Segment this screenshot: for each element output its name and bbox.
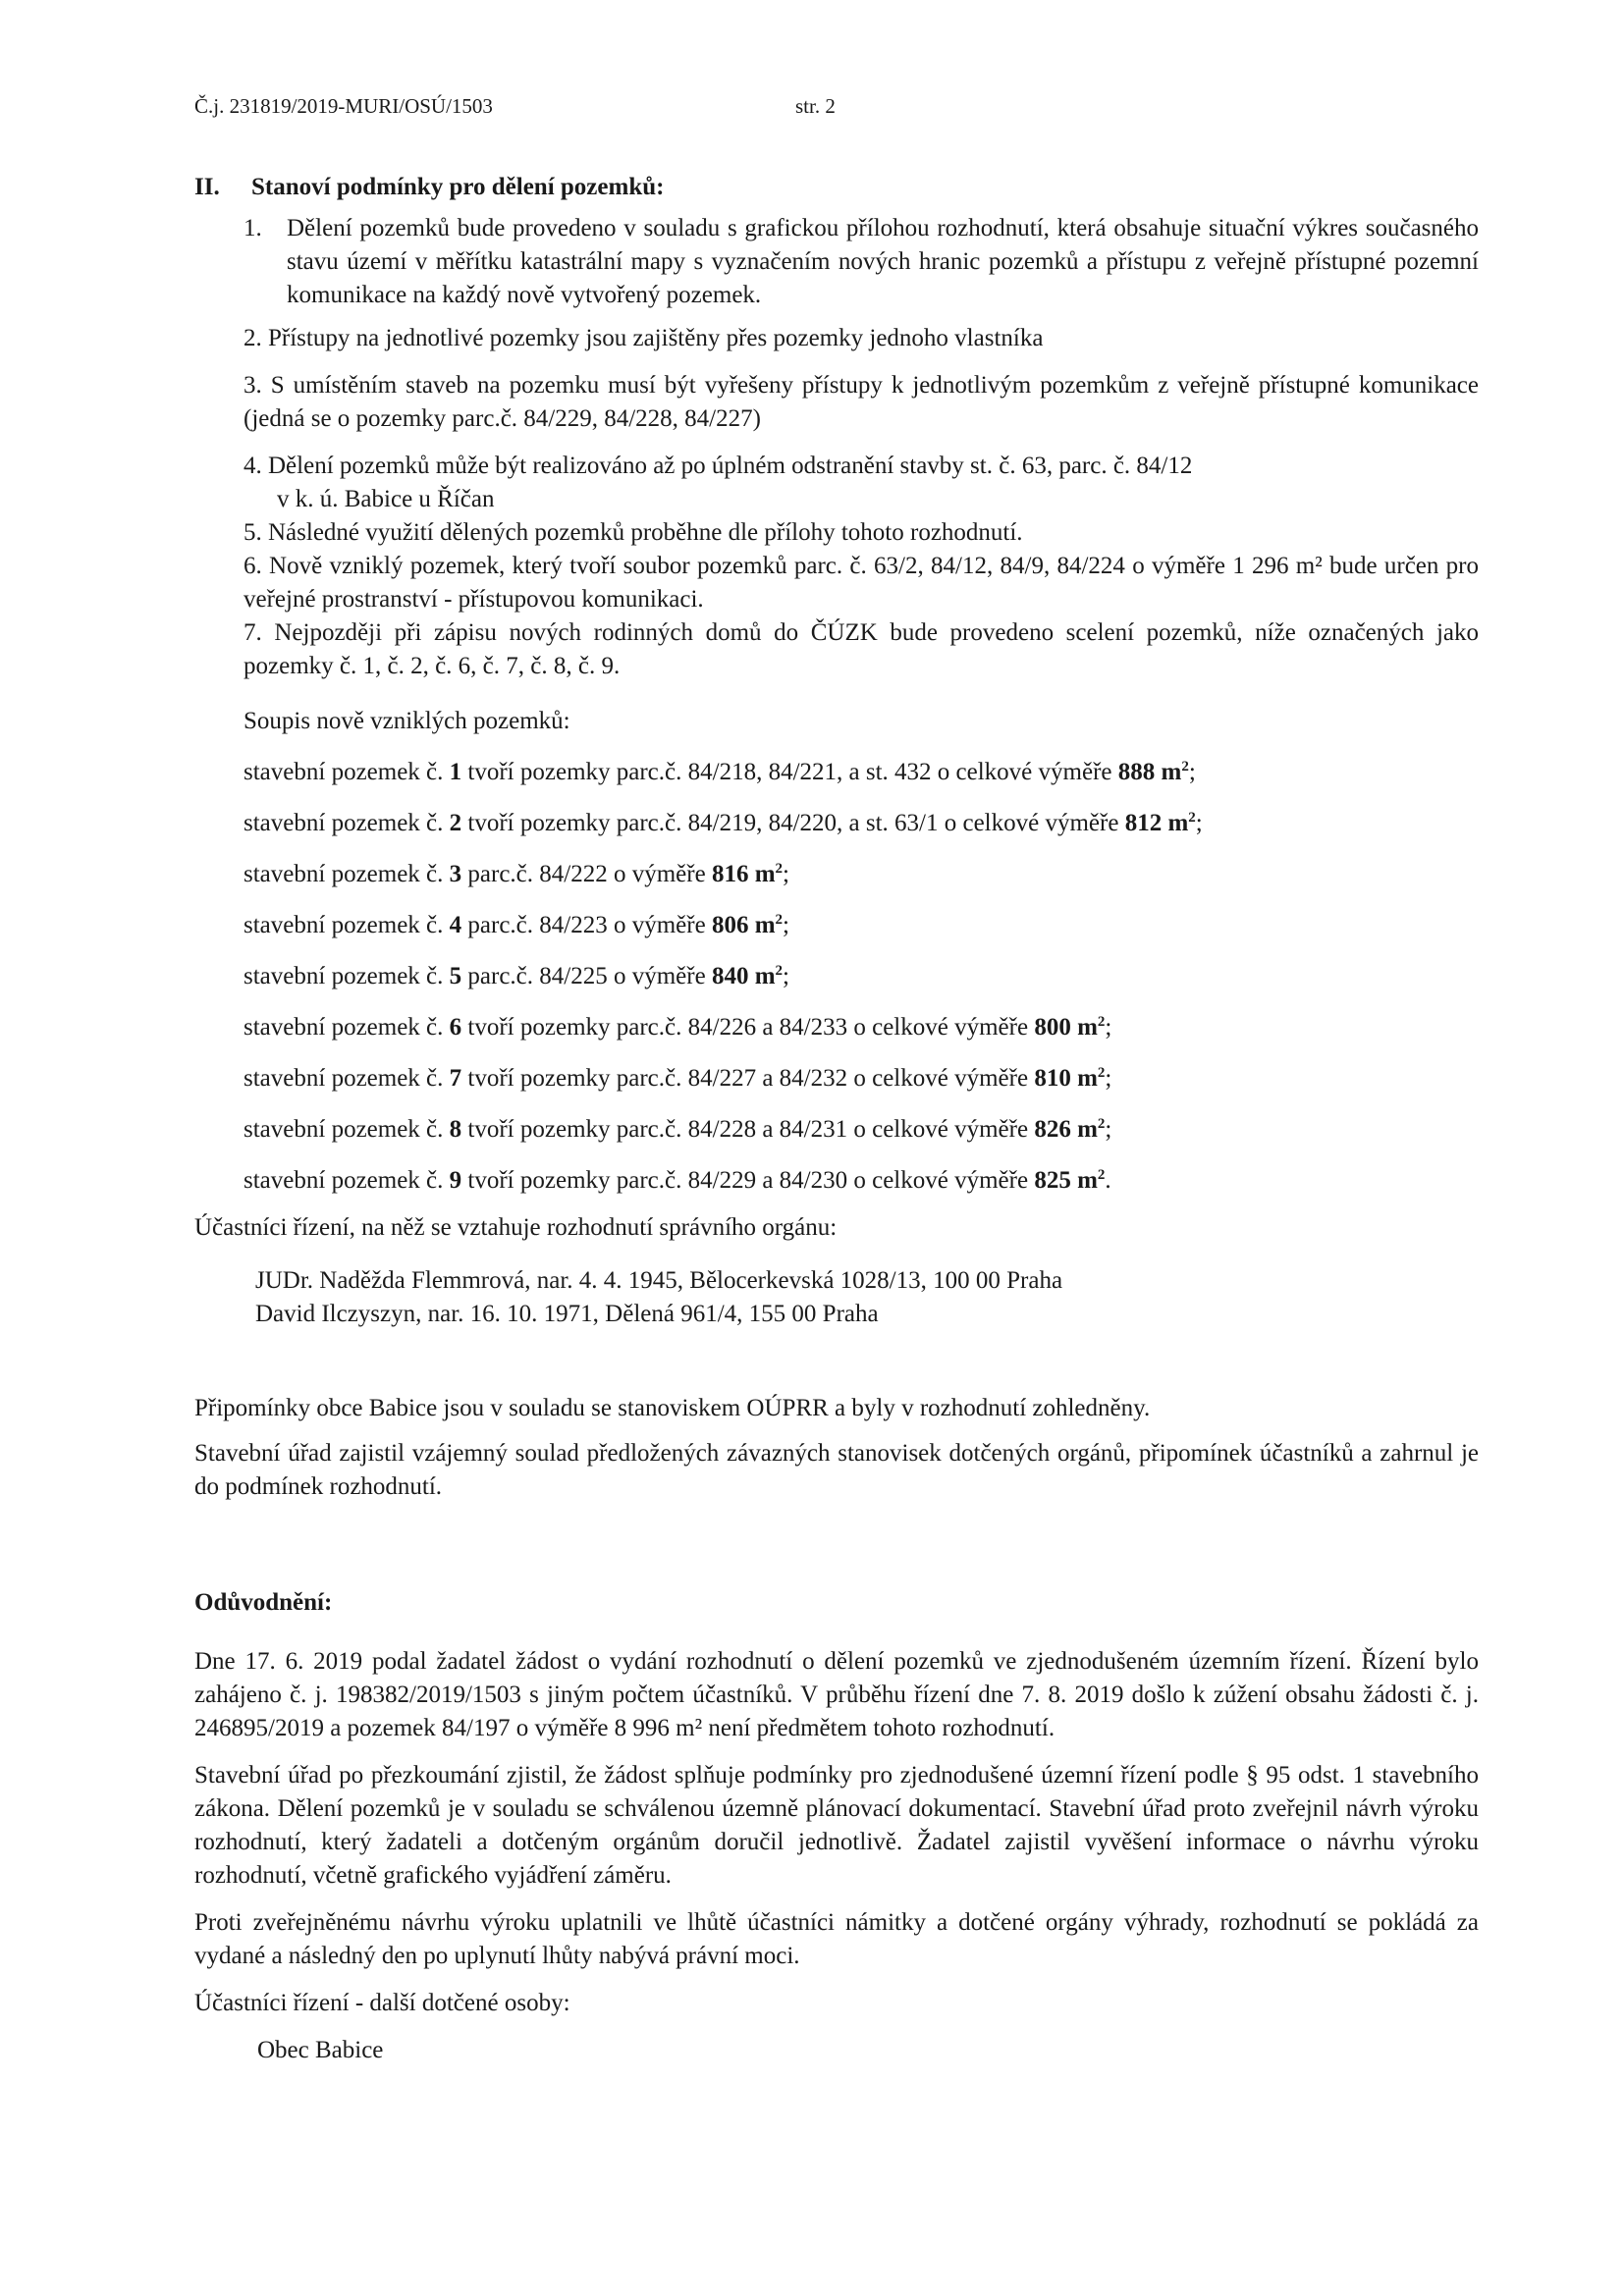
- plot-number: 9: [449, 1167, 462, 1194]
- condition-number: 7.: [244, 619, 262, 646]
- plot-description: tvoří pozemky parc.č. 84/228 a 84/231 o celkové výměře: [467, 1116, 1029, 1143]
- justification-paragraph: Proti zveřejněnému návrhu výroku uplatnili ve lhůtě účastníci námitky a dotčené orgány výhrady, rozhodnutí se pokládá za vydané a následný den po uplynutí lhůty nabývá právní moci.: [194, 1909, 1479, 1969]
- condition-6: [194, 550, 1479, 616]
- plot-suffix: ;: [783, 861, 789, 887]
- plot-item: [194, 1062, 1479, 1095]
- condition-text: Dělení pozemků může být realizováno až po úplném odstranění stavby st. č. 63, parc. č. 84/12: [268, 453, 1193, 479]
- plot-list-intro: Soupis nově vzniklých pozemků:: [244, 708, 570, 734]
- plot-prefix: stavební pozemek č.: [244, 1167, 444, 1194]
- plot-number: 4: [449, 912, 462, 938]
- participants-intro: Účastníci řízení, na něž se vztahuje rozhodnutí správního orgánu:: [194, 1214, 838, 1241]
- other-participant: Obec Babice: [257, 2037, 384, 2063]
- condition-2: [194, 322, 1479, 355]
- plot-number: 1: [449, 759, 462, 785]
- note-babice: Připomínky obce Babice jsou v souladu se stanoviskem OÚPRR a byly v rozhodnutí zohledněny.: [194, 1395, 1151, 1421]
- plot-item: [194, 1113, 1479, 1147]
- justification-heading: Odůvodnění:: [194, 1589, 333, 1616]
- section-title: Stanoví podmínky pro dělení pozemků:: [251, 174, 665, 200]
- condition-5: [194, 516, 1479, 550]
- condition-text-continuation: v k. ú. Babice u Říčan: [277, 486, 495, 512]
- plot-number: 5: [449, 963, 462, 989]
- plot-suffix: ;: [1105, 1116, 1112, 1143]
- plot-suffix: ;: [783, 963, 789, 989]
- section-number: II.: [194, 174, 220, 200]
- plot-area: 800 $m^2$: [1034, 1014, 1106, 1041]
- plot-description: tvoří pozemky parc.č. 84/229 a 84/230 o celkové výměře: [467, 1167, 1029, 1194]
- condition-number: 6.: [244, 553, 262, 579]
- participants-list: [194, 1264, 1479, 1331]
- plot-prefix: stavební pozemek č.: [244, 1065, 444, 1092]
- plot-item: [194, 909, 1479, 942]
- plot-area: 826 $m^2$: [1034, 1116, 1106, 1143]
- plot-prefix: stavební pozemek č.: [244, 810, 444, 836]
- plot-prefix: stavební pozemek č.: [244, 912, 444, 938]
- participant: David Ilczyszyn, nar. 16. 10. 1971, Dělená 961/4, 155 00 Praha: [255, 1301, 879, 1327]
- justification-paragraph: Stavební úřad po přezkoumání zjistil, že žádost splňuje podmínky pro zjednodušené územní řízení podle § 95 odst. 1 stavebního zákona. Dělení pozemků je v souladu se schválenou územně plánovací dokumentací. Stavební úřad proto zveřejnil návrh výroku rozhodnutí, který žadateli a dotčeným orgánům doručil jednotlivě. Žadatel zajistil vyvěšení informace o návrhu výroku rozhodnutí, včetně grafického vyjádření záměru.: [194, 1762, 1479, 1889]
- note-soulad: Stavební úřad zajistil vzájemný soulad předložených závazných stanovisek dotčených orgánů, připomínek účastníků a zahrnul je do podmínek rozhodnutí.: [194, 1440, 1479, 1500]
- plot-suffix: .: [1105, 1167, 1111, 1194]
- condition-number: 3.: [244, 372, 262, 399]
- condition-text: Přístupy na jednotlivé pozemky jsou zajištěny přes pozemky jednoho vlastníka: [268, 325, 1044, 351]
- plot-area: 825 $m^2$: [1034, 1167, 1106, 1194]
- plot-suffix: ;: [1195, 810, 1203, 836]
- plot-description: parc.č. 84/225 o výměře: [467, 963, 706, 989]
- plot-prefix: stavební pozemek č.: [244, 1014, 444, 1041]
- plot-description: tvoří pozemky parc.č. 84/218, 84/221, a st. 432 o celkové výměře: [467, 759, 1112, 785]
- reference-number: Č.j. 231819/2019-MURI/OSÚ/1503: [194, 94, 493, 118]
- plot-number: 8: [449, 1116, 462, 1143]
- plot-description: parc.č. 84/222 o výměře: [467, 861, 706, 887]
- other-participants-intro: Účastníci řízení - další dotčené osoby:: [194, 1990, 570, 2016]
- participant: JUDr. Naděžda Flemmrová, nar. 4. 4. 1945, Bělocerkevská 1028/13, 100 00 Praha: [255, 1267, 1063, 1294]
- plot-item: [194, 1164, 1479, 1198]
- plot-area: 810 $m^2$: [1034, 1065, 1106, 1092]
- plot-area: 806 $m^2$: [711, 912, 784, 938]
- condition-text: S umístěním staveb na pozemku musí být vyřešeny přístupy k jednotlivým pozemkům z veřejně přístupné komunikace (jedná se o pozemky parc.č. 84/229, 84/228, 84/227): [244, 372, 1480, 432]
- plot-prefix: stavební pozemek č.: [244, 963, 444, 989]
- condition-number: 1.: [244, 215, 262, 241]
- plot-description: parc.č. 84/223 o výměře: [467, 912, 706, 938]
- plot-area: 812 $m^2$: [1124, 810, 1196, 836]
- condition-text: Nejpozději při zápisu nových rodinných domů do ČÚZK bude provedeno scelení pozemků, níže označených jako pozemky č. 1, č. 2, č. 6, č. 7, č. 8, č. 9.: [244, 619, 1479, 679]
- plot-suffix: ;: [1105, 1014, 1112, 1041]
- condition-number: 5.: [244, 519, 262, 546]
- condition-number: 4.: [244, 453, 262, 479]
- condition-number: 2.: [244, 325, 262, 351]
- plot-number: 7: [449, 1065, 462, 1092]
- plot-description: tvoří pozemky parc.č. 84/226 a 84/233 o celkové výměře: [467, 1014, 1029, 1041]
- page-number: str. 2: [795, 94, 836, 118]
- plot-item: [194, 1011, 1479, 1044]
- justification-paragraph: Dne 17. 6. 2019 podal žadatel žádost o vydání rozhodnutí o dělení pozemků ve zjednodušeném územním řízení. Řízení bylo zahájeno č. j. 198382/2019/1503 s jiným počtem účastníků. V průběhu řízení dne 7. 8. 2019 došlo k zúžení obsahu žádosti č. j. 246895/2019 a pozemek 84/197 o výměře 8 996 m² není předmětem tohoto rozhodnutí.: [194, 1648, 1479, 1741]
- plot-item: [194, 960, 1479, 993]
- condition-text: Dělení pozemků bude provedeno v souladu s grafickou přílohou rozhodnutí, která obsahuje situační výkres současného stavu území v měřítku katastrální mapy s vyznačením nových hranic pozemků a přístupu z veřejně přístupné pozemní komunikace na každý nově vytvořený pozemek.: [287, 215, 1479, 308]
- plot-description: tvoří pozemky parc.č. 84/219, 84/220, a st. 63/1 o celkové výměře: [467, 810, 1119, 836]
- plot-prefix: stavební pozemek č.: [244, 861, 444, 887]
- plot-item: [194, 807, 1479, 840]
- condition-text: Nově vzniklý pozemek, který tvoří soubor pozemků parc. č. 63/2, 84/12, 84/9, 84/224 o výměře 1 296 m² bude určen pro veřejné prostranství - přístupovou komunikaci.: [244, 553, 1480, 613]
- page-header: [194, 92, 1479, 120]
- section-heading: [194, 171, 1479, 204]
- plot-list: [194, 756, 1479, 1198]
- plot-item: [194, 858, 1479, 891]
- condition-4: [194, 450, 1479, 516]
- plot-area: 888 $m^2$: [1117, 759, 1189, 785]
- condition-1: [194, 212, 1479, 312]
- plot-area: 840 $m^2$: [711, 963, 784, 989]
- plot-item: [194, 756, 1479, 789]
- plot-description: tvoří pozemky parc.č. 84/227 a 84/232 o celkové výměře: [467, 1065, 1029, 1092]
- plot-number: 3: [449, 861, 462, 887]
- plot-suffix: ;: [783, 912, 789, 938]
- plot-prefix: stavební pozemek č.: [244, 1116, 444, 1143]
- plot-number: 2: [449, 810, 462, 836]
- plot-suffix: ;: [1105, 1065, 1112, 1092]
- condition-text: Následné využití dělených pozemků proběhne dle přílohy tohoto rozhodnutí.: [268, 519, 1023, 546]
- plot-area: 816 $m^2$: [711, 861, 784, 887]
- condition-7: [194, 616, 1479, 683]
- plot-prefix: stavební pozemek č.: [244, 759, 444, 785]
- plot-suffix: ;: [1188, 759, 1196, 785]
- condition-3: [194, 369, 1479, 436]
- plot-number: 6: [449, 1014, 462, 1041]
